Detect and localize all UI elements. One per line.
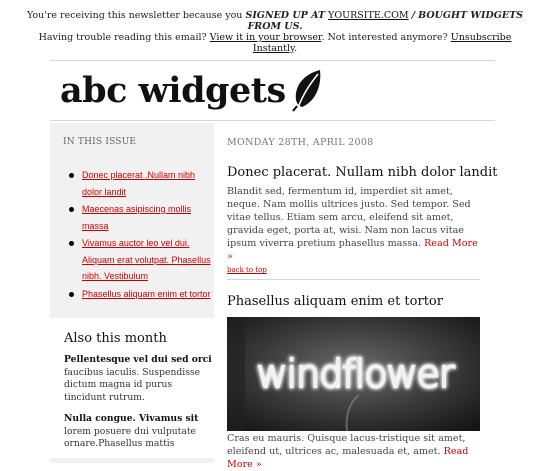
issue-link-4[interactable]: Phasellus aliquam enim et tortor [82,288,211,299]
issue-link-3[interactable]: Vivamus auctor leo vel dui. Aliquam erat volutpat. Phasellus nibh. Vestibulum [82,238,211,281]
bullet-icon [69,207,74,212]
notice-signed-up: SIGNED UP AT [245,10,326,21]
also-this-month [50,318,214,458]
notice-trouble-text: Having trouble reading this email? [38,32,207,43]
article-2-read-more[interactable]: Read More » [227,446,469,470]
unsubscribe-link[interactable]: Unsubscribe [450,32,512,43]
notice-line-1b [0,21,550,32]
also-item-text: lorem posuere dui vulputate ornare.Phasellus mattis [64,425,196,449]
bullet-icon [69,292,74,297]
issue-list-item [64,201,214,234]
issue-date: MONDAY 28TH, APRIL 2008 [227,137,374,148]
article-1-title[interactable]: Donec placerat. Nullam nibh dolor landit [227,165,498,180]
article-2-text: Cras eu mauris. Quisque lacus-tristique sit amet, [227,433,466,444]
notice-line-3 [0,43,550,54]
notice-line-1 [0,10,550,21]
issue-link-1[interactable]: Donec placerat .Nullam nibh dolor landit [82,170,196,197]
article-1-text: Blandit sed, fermentum id, imperdiet sit amet, neque. Nam mollis ultrices justo. Sed tempor. Sed vitae tellus. Etiam sem arcu, eleifend sit amet, gravida eget, porta at, wisi. Nam non lacus vitae ipsum viverra pretium phasellus massa. [227,186,471,249]
in-this-issue-heading: IN THIS ISSUE [63,137,137,147]
newsletter-notice [0,10,550,54]
photo-neon-text: windflower [256,352,454,396]
brand-logo[interactable] [60,66,324,114]
notice-text: You're receiving this newsletter because you [26,10,243,21]
issue-link-2[interactable]: Maecenas asipiscing mollis massa [82,204,192,231]
view-in-browser-link[interactable]: View it in your browser [209,32,322,43]
issue-list [64,167,214,303]
logo-wordmark: abc widgets [60,69,286,111]
also-item-1 [64,354,214,404]
article-2-body [227,432,480,471]
article-2-text-2: eleifend ut, ultrices ac, malesuada et, amet. [227,446,441,457]
bullet-icon [69,173,74,178]
article-divider [227,279,480,280]
notice-not-interested: . Not interested anymore? [321,32,448,43]
also-item-2 [64,413,214,451]
notice-separator: / [411,10,416,21]
bullet-icon [69,241,74,246]
notice-line-2 [0,32,550,43]
issue-list-item [64,167,214,200]
back-to-top-link[interactable]: back to top [227,266,267,274]
article-1-read-more[interactable]: Read More » [227,238,478,262]
leaf-icon [290,68,324,112]
yoursite-link[interactable]: YOURSITE.COM [328,10,409,21]
header-divider [50,60,495,61]
issue-list-item [64,235,214,285]
also-item-text: faucibus iaculis. Suspendisse dictum magna id purus tincidunt rutrum. [64,366,201,403]
also-this-month-heading: Also this month [64,331,167,346]
logo-divider [50,120,495,121]
article-2-photo[interactable] [227,317,480,431]
also-item-title: Pellentesque vel dui sed orci [64,354,212,365]
notice-bought-widgets: BOUGHT WIDGETS [418,10,524,21]
notice-period: . [294,43,298,54]
article-2-title[interactable]: Phasellus aliquam enim et tortor [227,294,443,309]
article-1-body [227,185,480,263]
unsubscribe-instantly-link[interactable]: Instantly [252,43,295,54]
also-item-title: Nulla congue. Vivamus sit [64,413,199,424]
notice-from-us: FROM US. [247,21,303,32]
issue-list-item [64,286,214,303]
